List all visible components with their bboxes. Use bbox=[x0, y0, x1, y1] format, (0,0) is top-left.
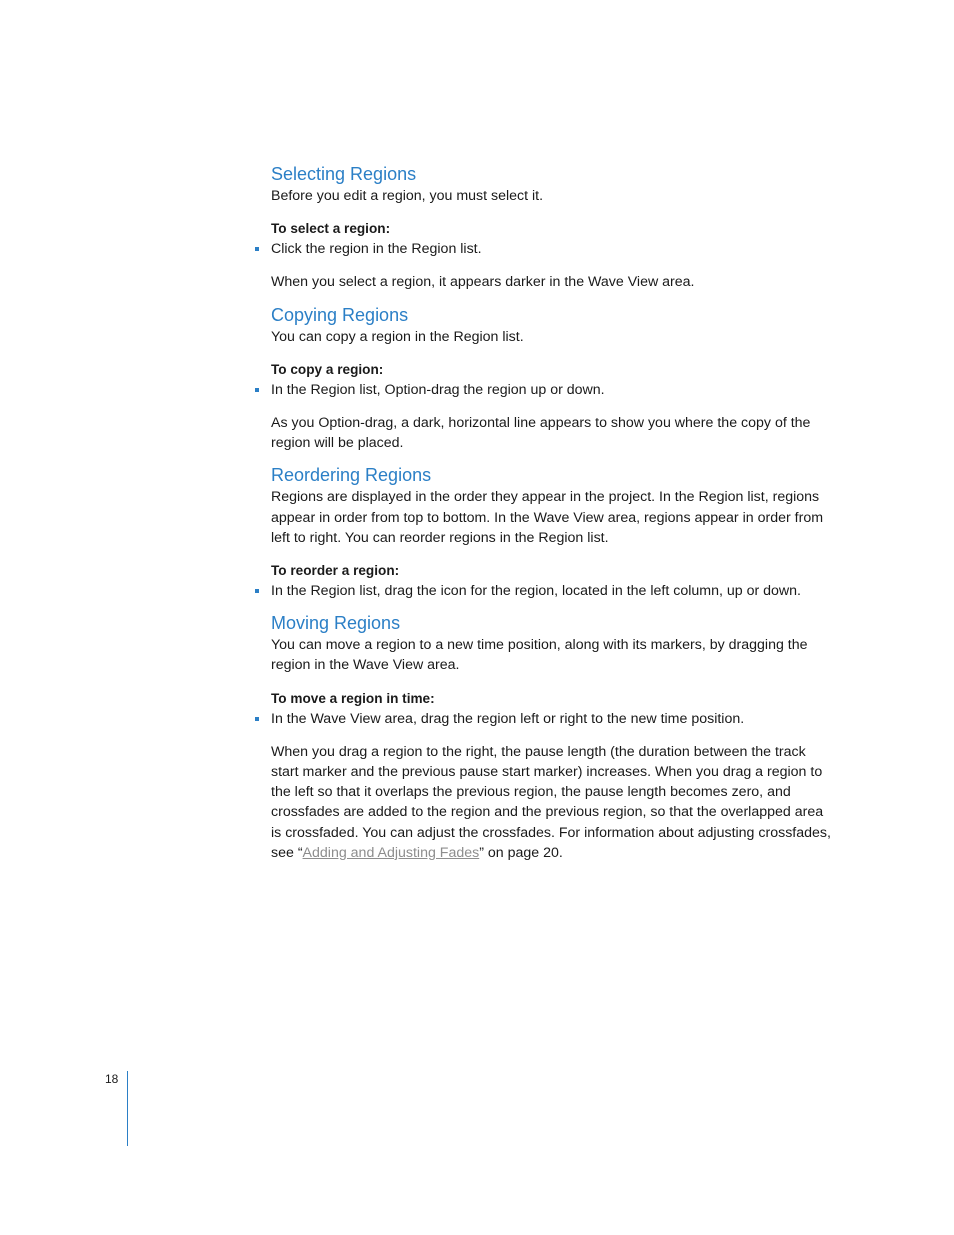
intro-paragraph: Regions are displayed in the order they appear in the project. In the Region list, regions appear in order from top to bottom. In the Wave View area, regions appear in order from left to right. You can reorder regions in the Region list. bbox=[271, 489, 824, 546]
page-content bbox=[271, 162, 831, 863]
page-margin-rule bbox=[127, 1071, 128, 1146]
bullet-icon bbox=[255, 388, 259, 392]
cross-reference-link[interactable]: Adding and Adjusting Fades bbox=[302, 844, 480, 861]
section-heading: Copying Regions bbox=[271, 304, 409, 325]
bullet-item: Click the region in the Region list. bbox=[271, 239, 831, 259]
bullet-icon bbox=[255, 589, 259, 593]
section-copying-regions bbox=[271, 303, 831, 454]
task-title: To reorder a region: bbox=[271, 563, 400, 579]
section-reordering-regions bbox=[271, 463, 831, 601]
section-heading: Reordering Regions bbox=[271, 465, 432, 486]
task-title: To move a region in time: bbox=[271, 690, 435, 706]
section-heading: Selecting Regions bbox=[271, 164, 417, 184]
task-title: To copy a region: bbox=[271, 361, 384, 377]
intro-paragraph: Before you edit a region, you must select it. bbox=[271, 188, 544, 204]
section-moving-regions bbox=[271, 611, 831, 863]
bullet-icon bbox=[255, 717, 259, 721]
body-paragraph: When you select a region, it appears darker in the Wave View area. bbox=[271, 274, 695, 291]
bullet-icon bbox=[255, 247, 259, 251]
bullet-item: In the Region list, Option-drag the region up or down. bbox=[271, 380, 831, 400]
intro-paragraph: You can copy a region in the Region list. bbox=[271, 328, 524, 345]
body-paragraph: When you drag a region to the right, the pause length (the duration between the track start marker and the previous pause start marker) increases. When you drag a region to the left so that it overlaps the previous region, the pause length becomes zero, and crossfades are added to the region and the previous region, so that the overlapped area is crossfaded. You can adjust the crossfades. For information about adjusting crossfades, see “Adding and Adjusting Fades” on page 20. bbox=[271, 743, 831, 861]
body-paragraph: As you Option-drag, a dark, horizontal line appears to show you where the copy of the region will be placed. bbox=[271, 415, 811, 452]
bullet-item: In the Wave View area, drag the region left or right to the new time position. bbox=[271, 709, 831, 729]
task-title: To select a region: bbox=[271, 221, 391, 237]
intro-paragraph: You can move a region to a new time position, along with its markers, by dragging the region in the Wave View area. bbox=[271, 637, 808, 674]
section-heading: Moving Regions bbox=[271, 613, 401, 634]
page-number: 18 bbox=[105, 1072, 119, 1086]
section-selecting-regions bbox=[271, 162, 831, 293]
bullet-item: In the Region list, drag the icon for the region, located in the left column, up or down. bbox=[271, 581, 831, 601]
